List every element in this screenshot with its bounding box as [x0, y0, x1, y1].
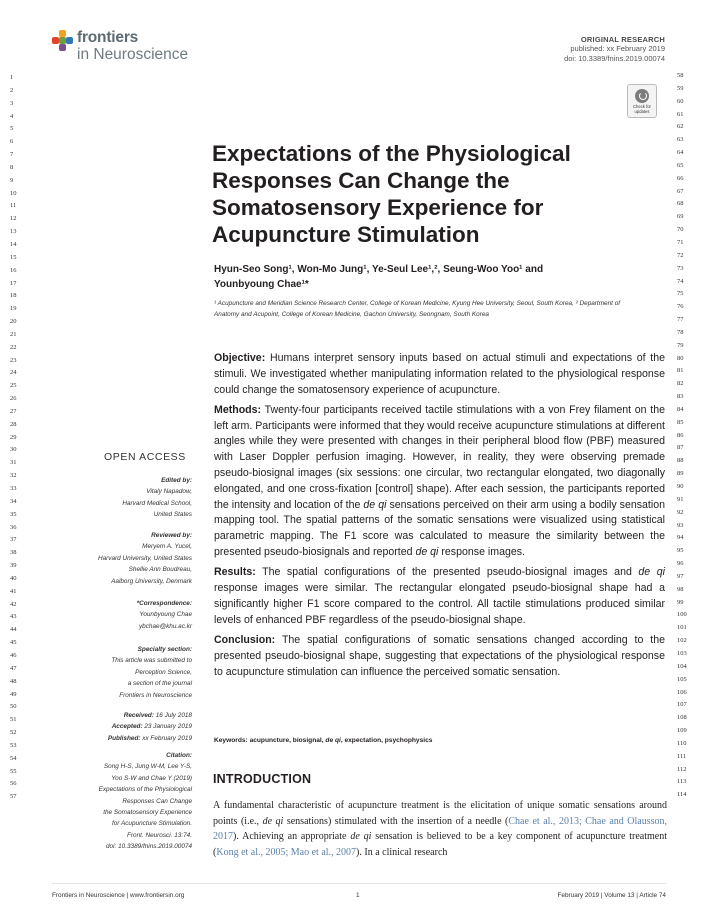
line-number: 22	[10, 343, 17, 351]
line-number: 103	[677, 649, 687, 657]
citation-link[interactable]: Kong et al., 2005; Mao et al., 2007	[216, 847, 357, 859]
keywords	[214, 737, 665, 744]
line-number: 21	[10, 330, 17, 338]
line-number: 24	[10, 369, 17, 377]
line-number: 91	[677, 495, 684, 503]
citation-label: Citation:	[166, 752, 192, 759]
line-number: 83	[677, 393, 684, 401]
line-number: 46	[10, 651, 17, 659]
line-number: 15	[10, 253, 17, 261]
received-label: Received:	[123, 712, 154, 719]
line-number: 29	[10, 433, 17, 441]
line-number: 41	[10, 587, 17, 595]
reviewed-by-label: Reviewed by:	[151, 532, 192, 539]
line-number: 43	[10, 613, 17, 621]
line-number: 73	[677, 264, 684, 272]
line-number: 45	[10, 639, 17, 647]
line-number: 34	[10, 497, 17, 505]
dates-block	[42, 710, 192, 744]
line-number: 54	[10, 754, 17, 762]
line-number: 93	[677, 521, 684, 529]
line-number: 62	[677, 123, 684, 131]
affiliations: ¹ Acupuncture and Meridian Science Research Center, College of Korean Medicine, Kyung Hee University, Seoul, South Korea, ² Department of Anatomy and Acupoint, College of Korean Medicine, Gachon University, Seongnam, South Korea	[214, 300, 621, 318]
line-number: 94	[677, 534, 684, 542]
badge-line-2: updates	[634, 109, 650, 114]
accepted-value: 23 January 2019	[144, 723, 192, 731]
citation-line: for Acupuncture Stimulation.	[111, 820, 192, 828]
doi[interactable]: doi: 10.3389/fnins.2019.00074	[564, 53, 665, 63]
line-number: 105	[677, 675, 687, 683]
received-date	[42, 710, 192, 721]
line-number: 6	[10, 138, 14, 146]
keywords-text-a: acupuncture, biosignal,	[249, 737, 324, 744]
edited-by-line[interactable]: Vitaly Napadow,	[146, 488, 192, 496]
line-number: 104	[677, 662, 687, 670]
line-number: 3	[10, 99, 14, 107]
line-number: 40	[10, 574, 17, 582]
line-number: 65	[677, 161, 684, 169]
line-number: 99	[677, 598, 684, 606]
correspondence-name: Younbyoung Chae	[139, 611, 192, 619]
line-number: 77	[677, 316, 684, 324]
line-number: 51	[10, 716, 17, 724]
correspondence-label: *Correspondence:	[136, 600, 192, 607]
methods-text-c: response images.	[441, 546, 525, 559]
line-number: 110	[677, 739, 687, 747]
line-number: 20	[10, 318, 17, 326]
edited-by-block	[42, 475, 192, 521]
line-number: 63	[677, 136, 684, 144]
line-number: 12	[10, 215, 17, 223]
line-number: 57	[10, 793, 17, 801]
line-number: 30	[10, 446, 17, 454]
line-number: 55	[10, 767, 17, 775]
line-number: 44	[10, 626, 17, 634]
line-number: 109	[677, 727, 687, 735]
intro-deqi-2: de qi	[350, 831, 372, 843]
citation-link[interactable]: Chae et al., 2013; Chae and Olausson, 2017	[213, 815, 668, 843]
citation-line: Song H-S, Jung W-M, Lee Y-S,	[103, 763, 192, 771]
accepted-label: Accepted:	[111, 723, 143, 731]
line-number: 95	[677, 547, 684, 555]
citation-line: Responses Can Change	[122, 797, 192, 805]
line-number: 19	[10, 305, 17, 313]
line-number: 69	[677, 213, 684, 221]
line-number: 7	[10, 151, 14, 159]
received-value: 16 July 2018	[155, 712, 192, 719]
published-label: Published:	[107, 734, 141, 742]
line-number: 100	[677, 611, 687, 619]
line-number: 79	[677, 341, 684, 349]
line-number: 18	[10, 292, 17, 300]
line-number: 42	[10, 600, 17, 608]
abstract-objective	[214, 351, 665, 398]
line-number: 50	[10, 703, 17, 711]
intro-text-d: sensation is believed to be a key component of acupuncture treatment (	[213, 831, 668, 859]
citation-block	[42, 750, 192, 853]
line-number: 23	[10, 356, 17, 364]
line-number: 71	[677, 238, 684, 246]
line-number: 32	[10, 472, 17, 480]
line-number: 74	[677, 277, 684, 285]
line-number: 112	[677, 765, 687, 773]
line-number: 87	[677, 444, 684, 452]
page-number: 1	[356, 892, 360, 899]
line-number: 1	[10, 74, 14, 81]
line-number: 92	[677, 508, 684, 516]
author-list	[214, 262, 654, 292]
line-number: 76	[677, 303, 684, 311]
line-number: 78	[677, 328, 684, 336]
line-number: 17	[10, 279, 17, 287]
specialty-line: Frontiers in Neuroscience	[119, 691, 192, 699]
line-number: 111	[677, 752, 687, 760]
citation-line: Yoo S-W and Chae Y (2019)	[111, 774, 192, 782]
methods-deqi-2: de qi	[415, 546, 439, 559]
line-number: 67	[677, 187, 684, 195]
line-number: 84	[677, 405, 684, 413]
intro-text-e: ). In a clinical research	[356, 847, 448, 859]
line-number: 72	[677, 251, 684, 259]
intro-text-b: sensations) stimulated with the insertion of a needle (	[286, 815, 509, 827]
reviewer-line[interactable]: Meryem A. Yucel,	[142, 543, 192, 551]
line-number: 39	[10, 562, 17, 570]
line-number: 59	[677, 84, 684, 92]
footer-divider	[52, 883, 666, 884]
accepted-date	[42, 721, 192, 732]
specialty-line: a section of the journal	[127, 680, 192, 688]
conclusion-text: The spatial configurations of somatic sensations changed according to the presented pseudo-biosignal shape, suggesting that expectations of the physiological response to acupuncture stimulation can influence the perceived somatic sensation.	[214, 634, 665, 678]
published-date-side	[42, 733, 192, 744]
line-number: 66	[677, 174, 684, 182]
line-number: 31	[10, 459, 17, 467]
authors-line-2: Younbyoung Chae¹*	[214, 279, 309, 290]
citation-line: Expectations of the Physiological	[98, 786, 192, 794]
frontiers-logo-icon	[52, 30, 74, 52]
line-number: 10	[10, 189, 17, 197]
line-number: 4	[10, 112, 14, 120]
methods-text-b: sensations perceived on their arm using a bodily sensation mapping tool. The spatial patterns of the somatic sensations were visualized using statistical parametric mapping. The F1 score was calculated to measure the similarity between the presented pseudo-biosignals and reported	[214, 498, 665, 559]
correspondence-email[interactable]: ybchae@khu.ac.kr	[138, 622, 192, 630]
line-number: 28	[10, 420, 17, 428]
methods-text-a: Twenty-four participants received tactile stimulations with a von Frey filament on the left arm. Participants were informed that they would receive acupuncture stimulations at different angles while they were presented with changes in their peripheral blood flow (PBF) measured with Laser Doppler perfusion imaging. However, in reality, they were observing premade pseudo-biosignal images (six sessions: one circular, two rectangular elongated, two diagonally elongated, and one cross-fixation [control] shape). After each session, the participants reported the intensity and location of the	[214, 403, 665, 511]
methods-deqi: de qi	[363, 498, 387, 511]
line-number: 101	[677, 624, 687, 632]
line-numbers-right	[677, 70, 693, 802]
line-number: 61	[677, 110, 684, 118]
keywords-deqi: de qi	[325, 737, 341, 744]
results-deqi: de qi	[638, 566, 665, 579]
line-number: 26	[10, 395, 17, 403]
line-number: 96	[677, 560, 684, 568]
line-number: 86	[677, 431, 684, 439]
line-number: 60	[677, 97, 684, 105]
journal-name: frontiers	[77, 29, 139, 46]
journal-section: in Neuroscience	[77, 46, 189, 63]
edited-by-label: Edited by:	[161, 477, 192, 484]
line-number: 68	[677, 200, 684, 208]
abstract-conclusion	[214, 633, 665, 680]
article-type: ORIGINAL RESEARCH	[580, 35, 665, 44]
line-number: 37	[10, 536, 17, 544]
line-number: 89	[677, 470, 684, 478]
line-number: 38	[10, 549, 17, 557]
objective-label: Objective:	[214, 352, 266, 364]
footer-journal[interactable]: Frontiers in Neuroscience | www.frontiersin.org	[52, 892, 185, 899]
keywords-label: Keywords:	[214, 737, 248, 744]
citation-line: the Somatosensory Experience	[103, 809, 192, 817]
abstract-methods	[214, 403, 665, 561]
open-access-label[interactable]: OPEN ACCESS	[104, 451, 186, 463]
line-number: 5	[10, 125, 14, 133]
line-number: 16	[10, 266, 17, 274]
edited-by-line: United States	[153, 511, 192, 519]
intro-text-a: A fundamental characteristic of acupuncture treatment is the elicitation of unique somatic sensations around points (i.e.,	[213, 800, 667, 827]
line-number: 35	[10, 510, 17, 518]
line-number: 27	[10, 407, 17, 415]
specialty-line: Perception Science,	[135, 668, 192, 676]
check-for-updates-button[interactable]	[627, 84, 657, 118]
line-number: 82	[677, 380, 684, 388]
results-text-b: response images were similar. The rectangular elongated pseudo-biosignal shape had a significantly higher F1 score compared to the control. All tactile stimulations produced similar levels of enhanced PBF regardless of the pseudo-biosignal shape.	[214, 582, 665, 626]
intro-deqi: de qi	[262, 815, 284, 827]
line-number: 58	[677, 72, 684, 79]
line-number: 102	[677, 637, 687, 645]
line-number: 49	[10, 690, 17, 698]
line-number: 85	[677, 418, 684, 426]
introduction-heading: INTRODUCTION	[213, 772, 312, 786]
footer-volume: February 2019 | Volume 13 | Article 74	[557, 892, 666, 899]
line-number: 114	[677, 791, 687, 799]
specialty-label: Specialty section:	[137, 646, 192, 653]
reviewer-line: Harvard University, United States	[98, 554, 192, 562]
line-numbers-left	[10, 72, 24, 804]
line-number: 2	[10, 86, 14, 94]
citation-line: Front. Neurosci. 13:74.	[126, 831, 192, 839]
line-number: 47	[10, 664, 17, 672]
article-header-info	[564, 35, 665, 63]
line-number: 70	[677, 226, 684, 234]
line-number: 75	[677, 290, 684, 298]
abstract-results	[214, 565, 665, 628]
authors-line-1: Hyun-Seo Song¹, Won-Mo Jung¹, Ye-Seul Lee¹,², Seung-Woo Yoo¹ and	[214, 264, 544, 275]
line-number: 53	[10, 741, 17, 749]
published-value: xx February 2019	[142, 734, 192, 742]
line-number: 11	[10, 202, 17, 210]
line-number: 90	[677, 483, 684, 490]
reviewed-by-block	[42, 530, 192, 587]
refresh-icon	[635, 89, 649, 103]
line-number: 113	[677, 778, 687, 786]
line-number: 88	[677, 457, 684, 465]
line-number: 80	[677, 354, 684, 362]
line-number: 8	[10, 163, 14, 171]
line-number: 64	[677, 149, 684, 157]
introduction-text	[213, 798, 667, 861]
line-number: 81	[677, 367, 684, 375]
line-number: 36	[10, 523, 17, 531]
line-number: 48	[10, 677, 17, 685]
correspondence-block	[42, 598, 192, 632]
line-number: 97	[677, 572, 684, 580]
reviewer-line[interactable]: Shellie Ann Boudreau,	[128, 566, 192, 574]
line-number: 52	[10, 729, 17, 737]
citation-doi[interactable]: doi: 10.3389/fnins.2019.00074	[106, 843, 192, 851]
reviewer-line: Aalborg University, Denmark	[111, 577, 192, 585]
line-number: 25	[10, 382, 17, 390]
keywords-text-b: , expectation, psychophysics	[340, 737, 433, 744]
edited-by-line: Harvard Medical School,	[122, 499, 192, 507]
line-number: 14	[10, 240, 17, 248]
line-number: 108	[677, 714, 687, 722]
line-number: 33	[10, 485, 17, 492]
article-title: Expectations of the Physiological Responses Can Change the Somatosensory Experience for Acupuncture Stimulation	[212, 141, 571, 247]
line-number: 13	[10, 228, 17, 236]
conclusion-label: Conclusion:	[214, 634, 276, 647]
results-label: Results:	[214, 566, 256, 579]
line-number: 107	[677, 701, 687, 709]
line-number: 106	[677, 688, 687, 696]
published-date: published: xx February 2019	[570, 44, 665, 53]
specialty-block	[42, 644, 192, 701]
abstract	[214, 351, 665, 685]
methods-label: Methods:	[214, 403, 262, 416]
badge-line-1: Check for	[633, 104, 651, 109]
line-number: 98	[677, 585, 684, 593]
results-text-a: The spatial configurations of the presented pseudo-biosignal images and	[262, 566, 632, 579]
objective-text: Humans interpret sensory inputs based on actual stimuli and expectations of the stimuli. We investigated whether manipulating information related to the physiological response could change the somatosensory experience of acupuncture.	[214, 352, 665, 396]
intro-text-c: ). Achieving an appropriate	[233, 831, 347, 843]
line-number: 9	[10, 176, 14, 184]
specialty-line: This article was submitted to	[111, 657, 192, 665]
line-number: 56	[10, 780, 17, 788]
